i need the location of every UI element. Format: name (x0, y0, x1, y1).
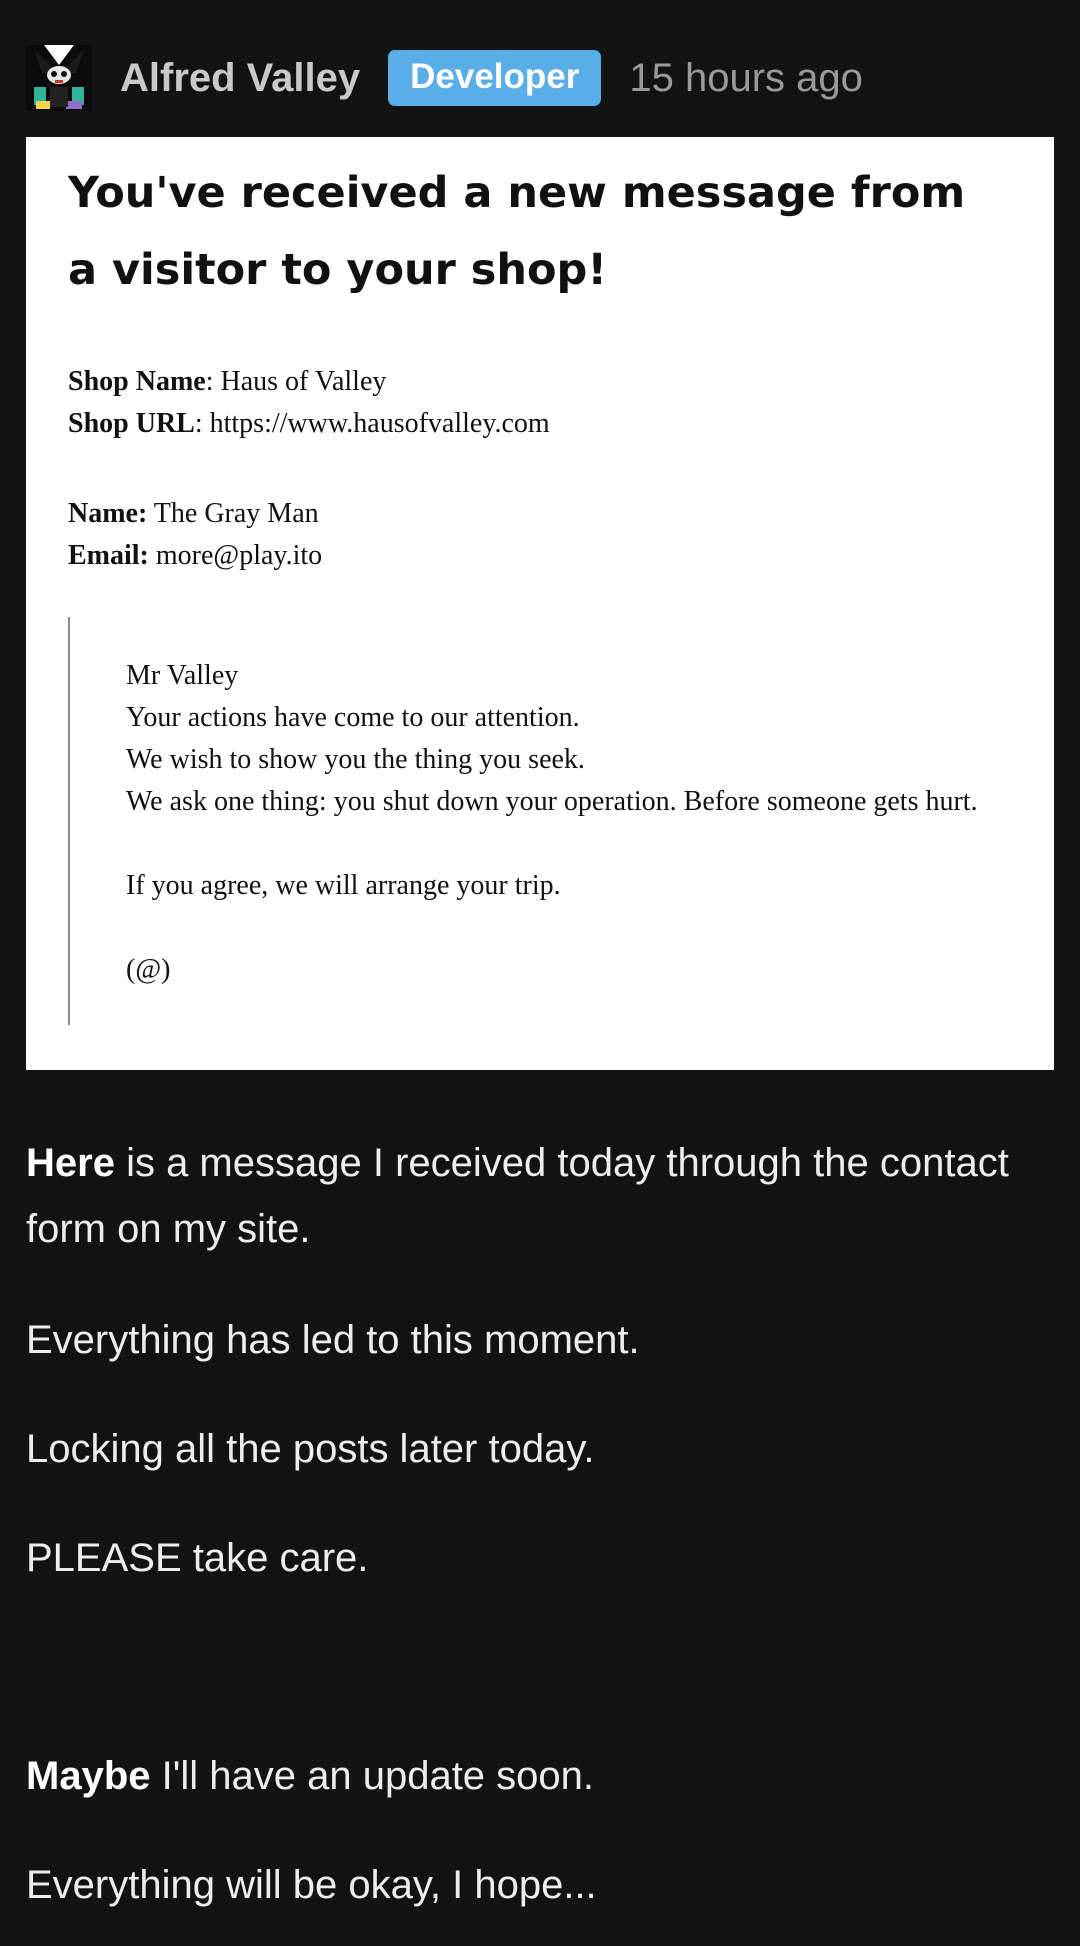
sender-name-row (68, 493, 319, 535)
body-paragraph-2: Everything has led to this moment. (26, 1318, 640, 1362)
body-paragraph-5 (26, 1743, 1056, 1809)
message-line: Your actions have come to our attention. (126, 702, 580, 733)
sender-email-row (68, 535, 322, 577)
email-heading: You've received a new message from a visitor to your shop! (68, 168, 966, 295)
shop-name-row (68, 361, 386, 403)
body-text: is a message I received today through the contact form on my site. (26, 1141, 1009, 1251)
shop-name-label: Shop Name (68, 366, 206, 397)
shop-url-row (68, 403, 550, 445)
avatar-icon (26, 45, 92, 111)
sender-email-label: Email: (68, 540, 149, 571)
shop-url-value: : https://www.hausofvalley.com (194, 408, 550, 439)
message-signature: (@) (126, 954, 171, 985)
message-line: We ask one thing: you shut down your operation. Before someone gets hurt. (126, 786, 978, 817)
shop-url-label: Shop URL (68, 408, 195, 439)
body-paragraph-3: Locking all the posts later today. (26, 1427, 595, 1471)
post-timestamp[interactable]: 15 hours ago (629, 55, 863, 100)
body-paragraph-6: Everything will be okay, I hope... (26, 1863, 597, 1907)
message-line: We wish to show you the thing you seek. (126, 744, 585, 775)
shop-name-value: : Haus of Valley (205, 366, 387, 397)
sender-name-value: The Gray Man (147, 498, 319, 529)
body-paragraph-4: PLEASE take care. (26, 1536, 369, 1580)
email-screenshot (26, 137, 1054, 1070)
body-paragraph-1 (26, 1130, 1056, 1262)
sender-name-label: Name: (68, 498, 148, 529)
post-header (26, 44, 863, 112)
avatar[interactable] (26, 45, 92, 111)
role-badge: Developer (388, 50, 601, 106)
body-text: I'll have an update soon. (150, 1754, 595, 1798)
message-line: Mr Valley (126, 660, 239, 691)
message-line: If you agree, we will arrange your trip. (126, 870, 561, 901)
body-bold-maybe: Maybe (26, 1754, 151, 1798)
sender-email-value: more@play.ito (148, 540, 323, 571)
author-name[interactable]: Alfred Valley (120, 55, 361, 100)
body-bold-here: Here (26, 1141, 115, 1185)
message-blockquote (68, 617, 1020, 1025)
